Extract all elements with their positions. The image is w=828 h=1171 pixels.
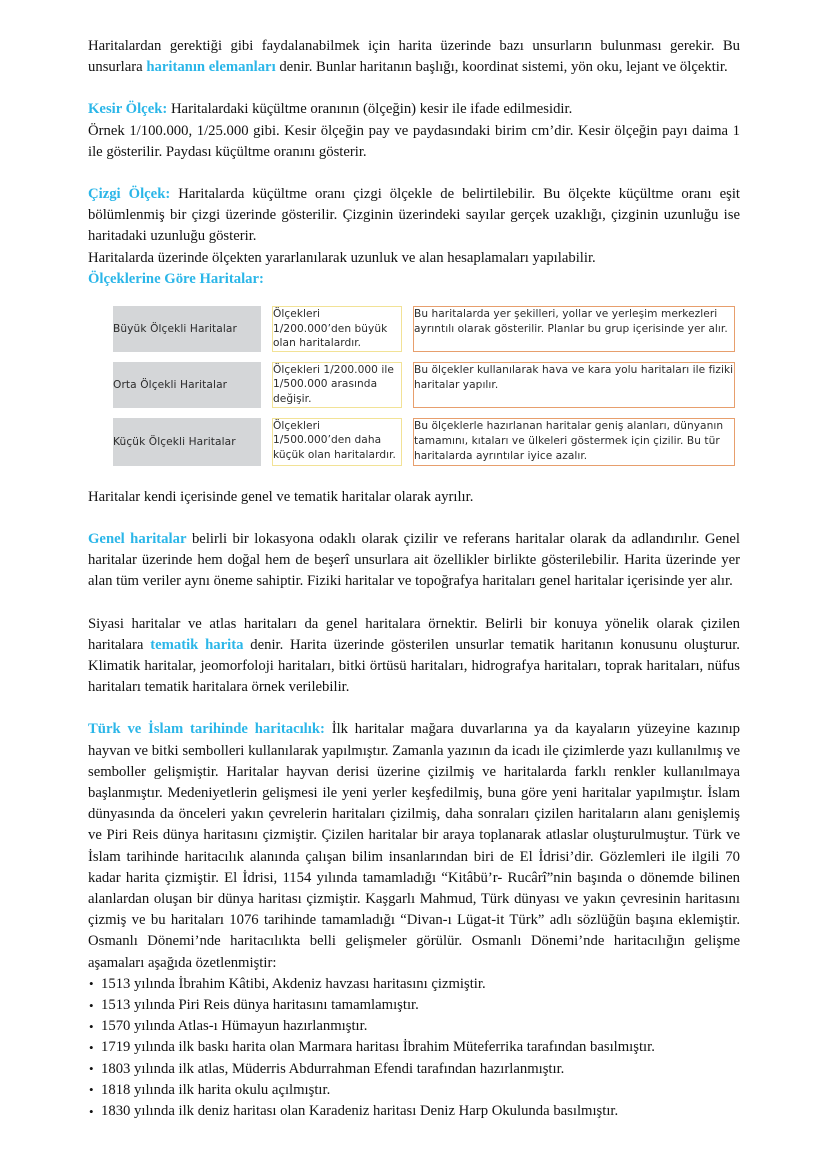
list-item: • 1830 yılında ilk deniz haritası olan Karadeniz haritası Deniz Harp Okulunda basılmıştır. (88, 1101, 740, 1122)
column-spacer (402, 362, 413, 408)
list-item: • 1513 yılında İbrahim Kâtibi, Akdeniz havzası haritasını çizmiştir. (88, 974, 740, 995)
table-row (113, 306, 735, 352)
column-spacer (261, 362, 272, 408)
scale-row-2-range: Ölçekleri 1/500.000’den daha küçük olan haritalardır. (272, 418, 402, 466)
scale-row-1-description: Bu ölçekler kullanılarak hava ve kara yolu haritaları ile fiziki haritalar yapılır. (413, 362, 735, 408)
kesir-olcek-line1: Haritalardaki küçültme oranının (ölçeğin) kesir ile ifade edilmesidir. (167, 101, 573, 118)
intro-text-part2: denir. Bunlar haritanın başlığı, koordinat sistemi, yön oku, lejant ve ölçektir. (275, 59, 728, 76)
tematik-harita-highlight: tematik harita (150, 636, 244, 653)
list-item: • 1570 yılında Atlas-ı Hümayun hazırlanmıştır. (88, 1016, 740, 1037)
tarih-body: İlk haritalar mağara duvarlarına ya da kayaların yüzeyine kazınıp hayvan ve bitki sembolleri kullanılarak yapılmıştır. Zamanla yazının da icadı ile çizimlerde yazı kullanılmış ve semboller gelişmiştir. Haritalar hayvan derisi üzerine çizilmiş ve haritalarda farklı renkler kullanılmaya başlanmıştır. Medeniyetlerin gelişmesi ile yeni yerler keşfedilmiş, buna göre yeni haritalar yapılmıştır. İslam dünyasında da önceleri yakın çevrelerin haritaları çizilmiş, daha sonraları çizilen haritaların alanı genişlemiş ve Piri Reis dünya haritasını çizmiştir. Çizilen haritalar bir araya toplanarak atlaslar oluşturulmuştur. Türk ve İslam tarihinde haritacılık alanında çalışan bilim insanlarından biri de El İdrisi’dir. Gözlemleri ile ilgili 70 kadar harita çizmiştir. El İdrisi, 1154 yılında tamamladığı “Kitâbü’r- Rucârî”nin başında o dönemde bilinen alanlardan oluşan bir dünya haritası çizmiştir. Kaşgarlı Mahmud, Türk dünyası ve yakın çevresinin haritasını çizmiş ve bu haritaları 1076 tarihinde tamamladığı “Divan-ı Lügat-it Türk” adlı sözlüğün başına eklemiştir. Osmanlı Dönemi’nde haritacılıkta belli gelişmeler görülür. Osmanlı Dönemi’nde haritacılığın gelişme aşamaları aşağıda özetlenmiştir: (88, 721, 740, 971)
kesir-olcek-heading: Kesir Ölçek: (88, 101, 168, 118)
genel-haritalar-text: belirli bir lokasyona odaklı olarak çizilir ve referans haritalar olarak da adlandırılır. Genel haritalar üzerinde hem doğal hem de beşerî unsurlara ait özellikler birlikte gösterilebilir. Harita üzerinde yer alan tüm veriler aynı öneme sahiptir. Fiziki haritalar ve topoğrafya haritaları genel haritalar içerisinde yer alır. (88, 531, 740, 590)
list-item: • 1818 yılında ilk harita okulu açılmıştır. (88, 1080, 740, 1101)
column-spacer (261, 306, 272, 352)
list-item: • 1513 yılında Piri Reis dünya haritasını tamamlamıştır. (88, 995, 740, 1016)
scale-table-container (88, 306, 740, 466)
cizgi-olcek-line2-paragraph (88, 248, 740, 269)
tematik-harita-part2: denir. Harita üzerinde gösterilen unsurlar tematik haritanın konusunu oluşturur. Klimatik haritalar, jeomorfoloji haritaları, bitki örtüsü haritaları, hidrografya haritaları, toprak haritaları, nüfus haritaları tematik haritalara örnek verilebilir. (88, 636, 740, 696)
tematik-harita-part1: Siyasi haritalar ve atlas haritaları da genel haritalara örnektir. Belirli bir konuya yönelik olarak çizilen haritalara (88, 615, 740, 653)
scale-row-0-description: Bu haritalarda yer şekilleri, yollar ve yerleşim merkezleri ayrıntılı olarak gösterilir. Planlar bu grup içerisinde yer alır. (413, 306, 735, 352)
document-page (88, 36, 740, 1122)
after-table-paragraph: Haritalar kendi içerisinde genel ve tematik haritalar olarak ayrılır. (88, 488, 474, 505)
scale-classification-table (113, 306, 735, 466)
scale-row-2-description: Bu ölçeklerle hazırlanan haritalar geniş alanları, dünyanın tamamını, kıtaları ve ülkeleri göstermek için çizilir. Bu tür haritalarda ayrıntılar iyice azalır. (413, 418, 735, 466)
cizgi-olcek-paragraph (88, 184, 740, 248)
kesir-olcek-line2: Örnek 1/100.000, 1/25.000 gibi. Kesir ölçeğin pay ve paydasındaki birim cm’dir. Kesir ölçeğin payı daima 1 ile gösterilir. Paydası küçültme oranını gösterir. (88, 122, 740, 160)
scale-row-1-range: Ölçekleri 1/200.000 ile 1/500.000 arasında değişir. (272, 362, 402, 408)
tarih-paragraph (88, 719, 740, 973)
intro-highlight-harita-elemanlari: haritanın elemanları (146, 59, 276, 76)
column-spacer (402, 418, 413, 466)
scale-row-1-name: Orta Ölçekli Haritalar (113, 362, 261, 408)
table-row (113, 418, 735, 466)
cizgi-olcek-line2: Haritalarda üzerinde ölçekten yararlanılarak uzunluk ve alan hesaplamaları yapılabilir. (88, 249, 596, 266)
tarih-heading: Türk ve İslam tarihinde haritacılık: (88, 721, 325, 738)
genel-haritalar-highlight: Genel haritalar (88, 531, 187, 548)
table-row (113, 362, 735, 408)
list-item: • 1719 yılında ilk baskı harita olan Marmara haritası İbrahim Müteferrika tarafından basılmıştır. (88, 1037, 740, 1058)
haritacilik-timeline-list (88, 974, 740, 1122)
intro-text-part1: Haritalardan gerektiği gibi faydalanabilmek için harita üzerinde bazı unsurların bulunması gerekir. Bu unsurlara (88, 38, 740, 76)
scale-row-0-name: Büyük Ölçekli Haritalar (113, 306, 261, 352)
column-spacer (261, 418, 272, 466)
intro-paragraph (88, 36, 740, 78)
table-row-gap (113, 352, 735, 362)
cizgi-olcek-heading: Çizgi Ölçek: (88, 186, 171, 203)
table-row-gap (113, 408, 735, 418)
column-spacer (402, 306, 413, 352)
olceklerine-gore-haritalar-subheading: Ölçeklerine Göre Haritalar: (88, 270, 264, 287)
scale-row-0-range: Ölçekleri 1/200.000’den büyük olan haritalardır. (272, 306, 402, 352)
cizgi-olcek-line1: Haritalarda küçültme oranı çizgi ölçekle de belirtilebilir. Bu ölçekte küçültme oranı eşit bölümlenmiş bir çizgi üzerinde gösterilir. Çizginin üzerindeki sayılar gerçek uzaklığı, çizginin uzunluğu ise haritadaki uzunluğu gösterir. (88, 186, 740, 245)
scale-row-2-name: Küçük Ölçekli Haritalar (113, 418, 261, 466)
kesir-olcek-paragraph (88, 99, 740, 163)
genel-haritalar-paragraph (88, 529, 740, 593)
olceklerine-gore-haritalar-subheading-paragraph (88, 269, 740, 290)
list-item: • 1803 yılında ilk atlas, Müderris Abdurrahman Efendi tarafından hazırlanmıştır. (88, 1059, 740, 1080)
tematik-harita-paragraph (88, 614, 740, 699)
